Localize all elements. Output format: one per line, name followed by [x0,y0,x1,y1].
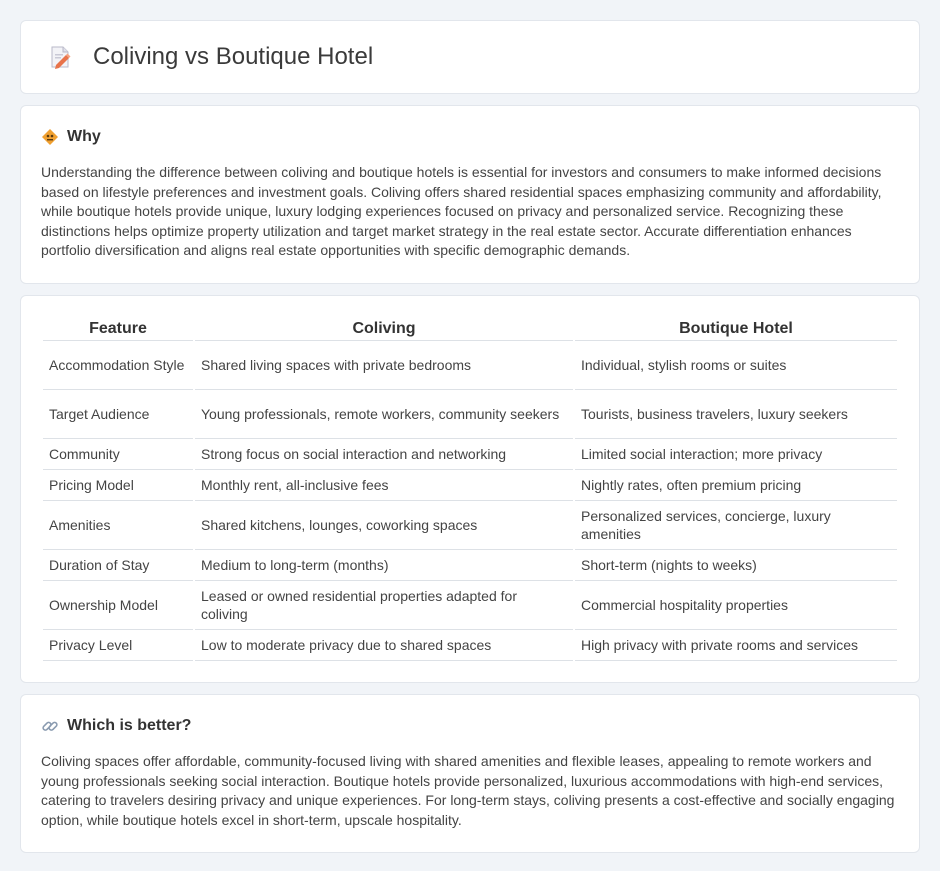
table-row [43,581,897,630]
comparison-table-card [20,295,920,683]
table-cell-feature: Ownership Model [43,581,193,630]
better-heading [41,717,899,735]
table-cell-coliving: Monthly rent, all-inclusive fees [195,470,573,501]
table-row [43,341,897,390]
comparison-table [41,316,899,661]
why-section [20,105,920,284]
table-row [43,630,897,661]
table-row [43,550,897,581]
column-header-boutique-hotel: Boutique Hotel [575,316,897,341]
table-cell-feature: Community [43,439,193,470]
table-cell-feature: Privacy Level [43,630,193,661]
table-cell-boutique-hotel: Personalized services, concierge, luxury amenities [575,501,897,550]
better-text: Coliving spaces offer affordable, community-focused living with shared amenities and flexible leases, appealing to remote workers and young professionals seeking social interaction. Boutique hotels provide personalized, luxurious accommodations with high-end services, catering to travelers desiring privacy and unique experiences. For long-term stays, coliving presents a cost-effective and socially engaging option, while boutique hotels excel in short-term, upscale hospitality. [41,753,895,828]
table-cell-boutique-hotel: High privacy with private rooms and services [575,630,897,661]
table-cell-coliving: Shared kitchens, lounges, coworking spaces [195,501,573,550]
table-cell-feature: Amenities [43,501,193,550]
better-heading-text: Which is better? [67,717,192,734]
why-heading-text: Why [67,128,101,145]
table-cell-boutique-hotel: Tourists, business travelers, luxury seekers [575,390,897,439]
which-is-better-section [20,694,920,853]
page-title: Coliving vs Boutique Hotel [93,43,374,70]
table-row [43,439,897,470]
table-cell-coliving: Shared living spaces with private bedrooms [195,341,573,390]
table-cell-coliving: Leased or owned residential properties adapted for coliving [195,581,573,630]
why-heading [41,128,899,146]
table-cell-boutique-hotel: Individual, stylish rooms or suites [575,341,897,390]
column-header-feature: Feature [43,316,193,341]
header-card [20,20,920,94]
table-cell-coliving: Young professionals, remote workers, community seekers [195,390,573,439]
table-header-row [43,316,897,341]
table-row [43,501,897,550]
column-header-coliving: Coliving [195,316,573,341]
table-cell-coliving: Medium to long-term (months) [195,550,573,581]
table-cell-boutique-hotel: Nightly rates, often premium pricing [575,470,897,501]
table-cell-feature: Accommodation Style [43,341,193,390]
table-cell-coliving: Low to moderate privacy due to shared spaces [195,630,573,661]
table-row [43,390,897,439]
table-cell-boutique-hotel: Short-term (nights to weeks) [575,550,897,581]
link-icon [41,717,59,735]
table-row [43,470,897,501]
table-cell-feature: Duration of Stay [43,550,193,581]
table-cell-boutique-hotel: Commercial hospitality properties [575,581,897,630]
table-cell-feature: Pricing Model [43,470,193,501]
diamond-sign-icon [41,128,59,146]
document-pen-icon [47,44,73,70]
table-cell-feature: Target Audience [43,390,193,439]
table-cell-boutique-hotel: Limited social interaction; more privacy [575,439,897,470]
why-text: Understanding the difference between coliving and boutique hotels is essential for investors and consumers to make informed decisions based on lifestyle preferences and investment goals. Coliving offers shared residential spaces emphasizing community and affordability, while boutique hotels provide unique, luxury lodging experiences focused on privacy and personalized service. Recognizing these distinctions helps optimize property utilization and target market strategy in the real estate sector. Accurate differentiation enhances portfolio diversification and aligns real estate opportunities with specific demographic demands. [41,164,882,259]
table-cell-coliving: Strong focus on social interaction and networking [195,439,573,470]
